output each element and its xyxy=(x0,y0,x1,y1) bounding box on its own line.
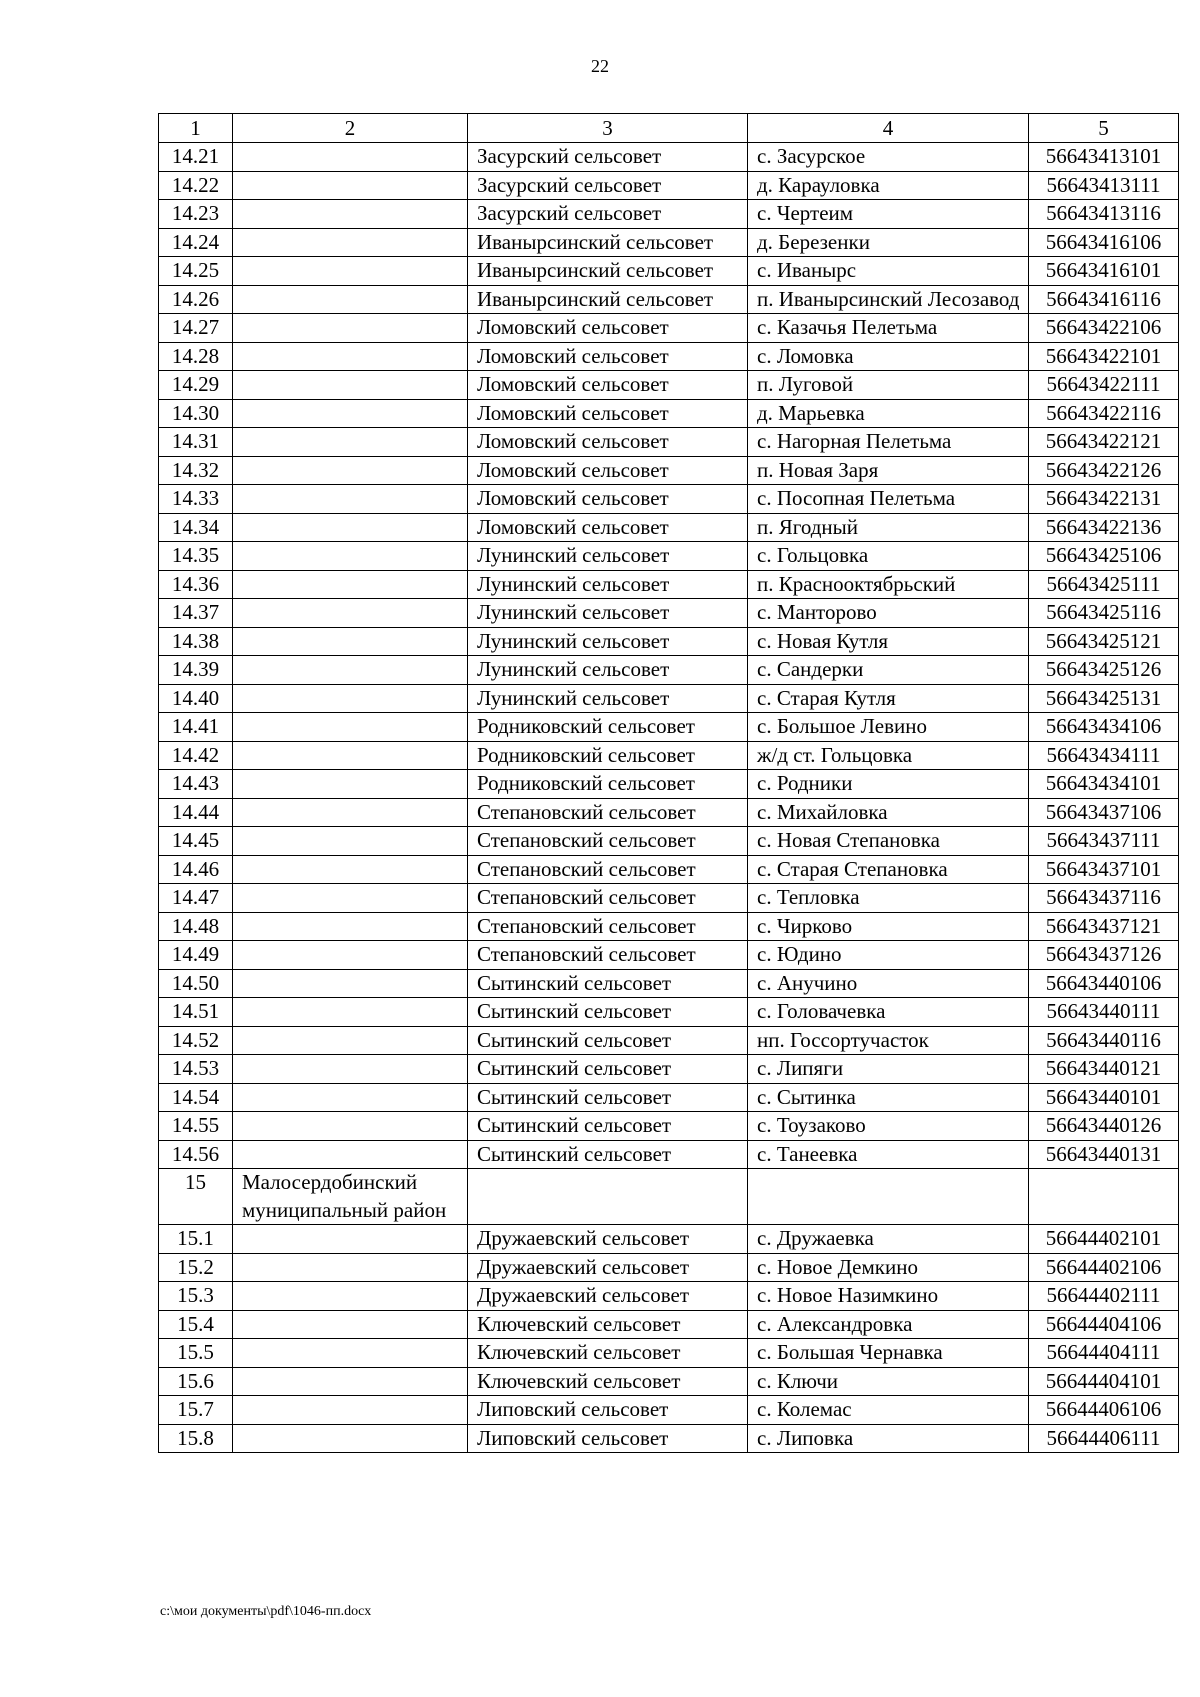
row-number-cell: 14.54 xyxy=(159,1083,233,1112)
table-row xyxy=(159,570,1179,599)
row-number-cell: 14.52 xyxy=(159,1026,233,1055)
settlement-cell: п. Луговой xyxy=(748,371,1029,400)
settlement-cell: нп. Госсортучасток xyxy=(748,1026,1029,1055)
table-row xyxy=(159,285,1179,314)
table-row xyxy=(159,1282,1179,1311)
code-cell: 56643440111 xyxy=(1029,998,1179,1027)
council-cell: Иванырсинский сельсовет xyxy=(468,257,748,286)
row-number-cell: 15.8 xyxy=(159,1424,233,1453)
council-cell: Лунинский сельсовет xyxy=(468,656,748,685)
district-cell xyxy=(233,1140,468,1169)
settlement-cell: с. Липовка xyxy=(748,1424,1029,1453)
code-cell: 56643434101 xyxy=(1029,770,1179,799)
settlement-cell: с. Старая Степановка xyxy=(748,855,1029,884)
code-cell: 56643437126 xyxy=(1029,941,1179,970)
district-cell xyxy=(233,171,468,200)
council-cell: Сытинский сельсовет xyxy=(468,1112,748,1141)
table-row xyxy=(159,1112,1179,1141)
council-cell: Ключевский сельсовет xyxy=(468,1367,748,1396)
settlement-cell: д. Карауловка xyxy=(748,171,1029,200)
table-row xyxy=(159,542,1179,571)
code-cell: 56643434111 xyxy=(1029,741,1179,770)
code-cell: 56643416101 xyxy=(1029,257,1179,286)
table-row xyxy=(159,627,1179,656)
table-row xyxy=(159,1424,1179,1453)
table-row xyxy=(159,1310,1179,1339)
code-cell: 56643437106 xyxy=(1029,798,1179,827)
district-cell xyxy=(233,1225,468,1254)
council-cell: Степановский сельсовет xyxy=(468,798,748,827)
district-cell xyxy=(233,1083,468,1112)
row-number-cell: 15.3 xyxy=(159,1282,233,1311)
code-cell: 56643413111 xyxy=(1029,171,1179,200)
table-row xyxy=(159,485,1179,514)
settlement-cell: с. Новая Степановка xyxy=(748,827,1029,856)
code-cell: 56644404111 xyxy=(1029,1339,1179,1368)
district-cell xyxy=(233,599,468,628)
council-cell: Лунинский сельсовет xyxy=(468,599,748,628)
council-cell: Липовский сельсовет xyxy=(468,1424,748,1453)
code-cell: 56644402111 xyxy=(1029,1282,1179,1311)
council-cell: Ломовский сельсовет xyxy=(468,342,748,371)
header-cell-3: 3 xyxy=(468,114,748,143)
district-cell xyxy=(233,884,468,913)
settlement-cell: с. Танеевка xyxy=(748,1140,1029,1169)
district-cell xyxy=(233,143,468,172)
header-cell-5: 5 xyxy=(1029,114,1179,143)
row-number-cell: 15.4 xyxy=(159,1310,233,1339)
code-cell: 56644406111 xyxy=(1029,1424,1179,1453)
district-cell xyxy=(233,1055,468,1084)
table-header-row xyxy=(159,114,1179,143)
district-cell xyxy=(233,656,468,685)
district-cell xyxy=(233,1253,468,1282)
settlement-cell: п. Новая Заря xyxy=(748,456,1029,485)
row-number-cell: 14.41 xyxy=(159,713,233,742)
table-row xyxy=(159,770,1179,799)
code-cell: 56643425111 xyxy=(1029,570,1179,599)
council-cell: Родниковский сельсовет xyxy=(468,741,748,770)
row-number-cell: 14.22 xyxy=(159,171,233,200)
table-row xyxy=(159,1253,1179,1282)
row-number-cell: 14.56 xyxy=(159,1140,233,1169)
code-cell: 56644406106 xyxy=(1029,1396,1179,1425)
page-number: 22 xyxy=(591,56,609,76)
code-cell: 56643440116 xyxy=(1029,1026,1179,1055)
table-row xyxy=(159,1083,1179,1112)
code-cell: 56643434106 xyxy=(1029,713,1179,742)
code-cell: 56643437116 xyxy=(1029,884,1179,913)
code-cell: 56643440101 xyxy=(1029,1083,1179,1112)
district-cell xyxy=(233,542,468,571)
council-cell: Лунинский сельсовет xyxy=(468,542,748,571)
settlement-cell: с. Старая Кутля xyxy=(748,684,1029,713)
table-row xyxy=(159,656,1179,685)
settlement-cell: д. Марьевка xyxy=(748,399,1029,428)
district-cell xyxy=(233,627,468,656)
settlement-cell: ж/д ст. Гольцовка xyxy=(748,741,1029,770)
table-row xyxy=(159,1396,1179,1425)
row-number-cell: 15 xyxy=(159,1169,233,1225)
district-cell xyxy=(233,456,468,485)
council-cell: Ломовский сельсовет xyxy=(468,485,748,514)
row-number-cell: 14.23 xyxy=(159,200,233,229)
code-cell: 56644402101 xyxy=(1029,1225,1179,1254)
settlement-cell: с. Иваныpc xyxy=(748,257,1029,286)
code-cell: 56643425131 xyxy=(1029,684,1179,713)
table-row xyxy=(159,1169,1179,1225)
settlement-cell: с. Ключи xyxy=(748,1367,1029,1396)
code-cell: 56643422116 xyxy=(1029,399,1179,428)
row-number-cell: 14.51 xyxy=(159,998,233,1027)
header-cell-1: 1 xyxy=(159,114,233,143)
settlement-cell: с. Манторово xyxy=(748,599,1029,628)
district-cell xyxy=(233,969,468,998)
table-row xyxy=(159,1367,1179,1396)
district-cell xyxy=(233,371,468,400)
table-row xyxy=(159,1055,1179,1084)
table-row xyxy=(159,1026,1179,1055)
council-cell: Засурский сельсовет xyxy=(468,171,748,200)
table-row xyxy=(159,228,1179,257)
table-row xyxy=(159,1339,1179,1368)
table-row xyxy=(159,371,1179,400)
row-number-cell: 15.5 xyxy=(159,1339,233,1368)
district-cell xyxy=(233,200,468,229)
district-cell xyxy=(233,1367,468,1396)
settlement-cell: с. Михайловка xyxy=(748,798,1029,827)
row-number-cell: 14.49 xyxy=(159,941,233,970)
district-cell xyxy=(233,1112,468,1141)
district-cell xyxy=(233,855,468,884)
settlement-cell: д. Березенки xyxy=(748,228,1029,257)
code-cell: 56644404106 xyxy=(1029,1310,1179,1339)
council-cell: Степановский сельсовет xyxy=(468,884,748,913)
settlement-cell: п. Ягодный xyxy=(748,513,1029,542)
district-cell xyxy=(233,684,468,713)
council-cell: Степановский сельсовет xyxy=(468,827,748,856)
table-row xyxy=(159,399,1179,428)
code-cell: 56644404101 xyxy=(1029,1367,1179,1396)
council-cell: Липовский сельсовет xyxy=(468,1396,748,1425)
row-number-cell: 14.45 xyxy=(159,827,233,856)
row-number-cell: 14.55 xyxy=(159,1112,233,1141)
code-cell: 56643425106 xyxy=(1029,542,1179,571)
council-cell: Ломовский сельсовет xyxy=(468,371,748,400)
row-number-cell: 14.27 xyxy=(159,314,233,343)
row-number-cell: 14.24 xyxy=(159,228,233,257)
district-cell xyxy=(233,570,468,599)
code-cell: 56643440131 xyxy=(1029,1140,1179,1169)
table-row xyxy=(159,513,1179,542)
row-number-cell: 14.53 xyxy=(159,1055,233,1084)
district-cell xyxy=(233,1282,468,1311)
council-cell: Сытинский сельсовет xyxy=(468,1055,748,1084)
settlement-cell: с. Анучино xyxy=(748,969,1029,998)
settlement-cell: с. Сандерки xyxy=(748,656,1029,685)
code-cell: 56644402106 xyxy=(1029,1253,1179,1282)
district-cell xyxy=(233,1310,468,1339)
settlement-cell: с. Гольцовка xyxy=(748,542,1029,571)
district-cell xyxy=(233,485,468,514)
district-cell xyxy=(233,1396,468,1425)
row-number-cell: 14.39 xyxy=(159,656,233,685)
code-cell: 56643416116 xyxy=(1029,285,1179,314)
settlement-cell: с. Новая Кутля xyxy=(748,627,1029,656)
code-cell: 56643422126 xyxy=(1029,456,1179,485)
row-number-cell: 14.29 xyxy=(159,371,233,400)
settlement-cell: с. Юдино xyxy=(748,941,1029,970)
row-number-cell: 14.21 xyxy=(159,143,233,172)
settlement-cell: с. Новое Демкино xyxy=(748,1253,1029,1282)
row-number-cell: 14.46 xyxy=(159,855,233,884)
council-cell: Сытинский сельсовет xyxy=(468,998,748,1027)
settlements-table xyxy=(158,113,1179,1453)
header-cell-4: 4 xyxy=(748,114,1029,143)
district-cell xyxy=(233,741,468,770)
district-cell xyxy=(233,342,468,371)
code-cell: 56643413116 xyxy=(1029,200,1179,229)
row-number-cell: 14.47 xyxy=(159,884,233,913)
council-cell: Иванырсинский сельсовет xyxy=(468,228,748,257)
table-row xyxy=(159,1140,1179,1169)
council-cell: Сытинский сельсовет xyxy=(468,1026,748,1055)
council-cell: Степановский сельсовет xyxy=(468,912,748,941)
district-cell xyxy=(233,798,468,827)
code-cell: 56643422131 xyxy=(1029,485,1179,514)
code-cell: 56643422121 xyxy=(1029,428,1179,457)
row-number-cell: 15.1 xyxy=(159,1225,233,1254)
district-cell xyxy=(233,998,468,1027)
settlement-cell: с. Тепловка xyxy=(748,884,1029,913)
table-row xyxy=(159,428,1179,457)
district-cell xyxy=(233,428,468,457)
code-cell: 56643440126 xyxy=(1029,1112,1179,1141)
code-cell: 56643416106 xyxy=(1029,228,1179,257)
council-cell: Сытинский сельсовет xyxy=(468,1140,748,1169)
code-cell: 56643437121 xyxy=(1029,912,1179,941)
table-row xyxy=(159,171,1179,200)
settlement-cell: п. Краснооктябрьский xyxy=(748,570,1029,599)
table-row xyxy=(159,684,1179,713)
code-cell: 56643413101 xyxy=(1029,143,1179,172)
district-cell xyxy=(233,314,468,343)
table-row xyxy=(159,1225,1179,1254)
table-row xyxy=(159,314,1179,343)
council-cell: Ключевский сельсовет xyxy=(468,1310,748,1339)
table-row xyxy=(159,884,1179,913)
district-cell xyxy=(233,228,468,257)
settlement-cell: с. Большая Чернавка xyxy=(748,1339,1029,1368)
table-row xyxy=(159,855,1179,884)
council-cell: Лунинский сельсовет xyxy=(468,627,748,656)
council-cell: Ломовский сельсовет xyxy=(468,399,748,428)
settlement-cell: с. Сытинка xyxy=(748,1083,1029,1112)
council-cell xyxy=(468,1169,748,1225)
district-cell xyxy=(233,770,468,799)
code-cell: 56643425126 xyxy=(1029,656,1179,685)
council-cell: Дружаевский сельсовет xyxy=(468,1225,748,1254)
council-cell: Родниковский сельсовет xyxy=(468,713,748,742)
row-number-cell: 14.32 xyxy=(159,456,233,485)
district-cell xyxy=(233,827,468,856)
table-row xyxy=(159,257,1179,286)
settlement-cell: с. Казачья Пелетьма xyxy=(748,314,1029,343)
council-cell: Ломовский сельсовет xyxy=(468,456,748,485)
row-number-cell: 14.25 xyxy=(159,257,233,286)
settlement-cell: с. Липяги xyxy=(748,1055,1029,1084)
code-cell: 56643422136 xyxy=(1029,513,1179,542)
district-cell xyxy=(233,1424,468,1453)
council-cell: Ключевский сельсовет xyxy=(468,1339,748,1368)
council-cell: Родниковский сельсовет xyxy=(468,770,748,799)
council-cell: Ломовский сельсовет xyxy=(468,314,748,343)
code-cell: 56643425116 xyxy=(1029,599,1179,628)
council-cell: Сытинский сельсовет xyxy=(468,1083,748,1112)
row-number-cell: 14.44 xyxy=(159,798,233,827)
settlement-cell: п. Иваныpсинский Лесозавод xyxy=(748,285,1029,314)
settlement-cell: с. Тоузаково xyxy=(748,1112,1029,1141)
row-number-cell: 14.48 xyxy=(159,912,233,941)
row-number-cell: 14.36 xyxy=(159,570,233,599)
row-number-cell: 14.28 xyxy=(159,342,233,371)
code-cell: 56643422111 xyxy=(1029,371,1179,400)
settlement-cell: с. Новое Назимкино xyxy=(748,1282,1029,1311)
table-row xyxy=(159,827,1179,856)
district-cell xyxy=(233,713,468,742)
row-number-cell: 14.43 xyxy=(159,770,233,799)
settlement-cell: с. Чертеим xyxy=(748,200,1029,229)
row-number-cell: 14.35 xyxy=(159,542,233,571)
district-cell: Малосердобинский муниципальный район xyxy=(233,1169,468,1225)
row-number-cell: 14.31 xyxy=(159,428,233,457)
council-cell: Степановский сельсовет xyxy=(468,855,748,884)
district-cell xyxy=(233,912,468,941)
council-cell: Иванырсинский сельсовет xyxy=(468,285,748,314)
council-cell: Засурский сельсовет xyxy=(468,143,748,172)
code-cell: 56643425121 xyxy=(1029,627,1179,656)
council-cell: Дружаевский сельсовет xyxy=(468,1282,748,1311)
table-row xyxy=(159,798,1179,827)
code-cell: 56643437111 xyxy=(1029,827,1179,856)
row-number-cell: 15.2 xyxy=(159,1253,233,1282)
table-row xyxy=(159,342,1179,371)
settlement-cell: с. Нагорная Пелетьма xyxy=(748,428,1029,457)
council-cell: Засурский сельсовет xyxy=(468,200,748,229)
settlement-cell: с. Ломовка xyxy=(748,342,1029,371)
row-number-cell: 15.7 xyxy=(159,1396,233,1425)
code-cell: 56643422106 xyxy=(1029,314,1179,343)
table-row xyxy=(159,456,1179,485)
council-cell: Лунинский сельсовет xyxy=(468,570,748,599)
table-row xyxy=(159,143,1179,172)
district-cell xyxy=(233,513,468,542)
table-row xyxy=(159,912,1179,941)
code-cell: 56643437101 xyxy=(1029,855,1179,884)
row-number-cell: 14.26 xyxy=(159,285,233,314)
code-cell: 56643440121 xyxy=(1029,1055,1179,1084)
settlement-cell: с. Александровка xyxy=(748,1310,1029,1339)
row-number-cell: 14.38 xyxy=(159,627,233,656)
row-number-cell: 14.33 xyxy=(159,485,233,514)
settlement-cell: с. Родники xyxy=(748,770,1029,799)
settlement-cell xyxy=(748,1169,1029,1225)
row-number-cell: 14.34 xyxy=(159,513,233,542)
council-cell: Лунинский сельсовет xyxy=(468,684,748,713)
district-cell xyxy=(233,399,468,428)
table-row xyxy=(159,200,1179,229)
table-row xyxy=(159,741,1179,770)
row-number-cell: 14.50 xyxy=(159,969,233,998)
council-cell: Ломовский сельсовет xyxy=(468,428,748,457)
settlement-cell: с. Колемас xyxy=(748,1396,1029,1425)
district-cell xyxy=(233,285,468,314)
row-number-cell: 15.6 xyxy=(159,1367,233,1396)
code-cell: 56643440106 xyxy=(1029,969,1179,998)
settlement-cell: с. Чирково xyxy=(748,912,1029,941)
settlement-cell: с. Посопная Пелетьма xyxy=(748,485,1029,514)
settlement-cell: с. Дружаевка xyxy=(748,1225,1029,1254)
district-cell xyxy=(233,941,468,970)
row-number-cell: 14.40 xyxy=(159,684,233,713)
footer-file-path: c:\мои документы\pdf\1046-пп.docx xyxy=(160,1604,372,1619)
table-row xyxy=(159,998,1179,1027)
settlement-cell: с. Засурское xyxy=(748,143,1029,172)
table-row xyxy=(159,941,1179,970)
district-cell xyxy=(233,257,468,286)
council-cell: Ломовский сельсовет xyxy=(468,513,748,542)
district-cell xyxy=(233,1339,468,1368)
header-cell-2: 2 xyxy=(233,114,468,143)
settlement-cell: с. Большое Левино xyxy=(748,713,1029,742)
code-cell xyxy=(1029,1169,1179,1225)
council-cell: Сытинский сельсовет xyxy=(468,969,748,998)
row-number-cell: 14.37 xyxy=(159,599,233,628)
table-row xyxy=(159,713,1179,742)
table-row xyxy=(159,599,1179,628)
council-cell: Дружаевский сельсовет xyxy=(468,1253,748,1282)
code-cell: 56643422101 xyxy=(1029,342,1179,371)
table-row xyxy=(159,969,1179,998)
council-cell: Степановский сельсовет xyxy=(468,941,748,970)
row-number-cell: 14.30 xyxy=(159,399,233,428)
row-number-cell: 14.42 xyxy=(159,741,233,770)
settlement-cell: с. Головачевка xyxy=(748,998,1029,1027)
district-cell xyxy=(233,1026,468,1055)
